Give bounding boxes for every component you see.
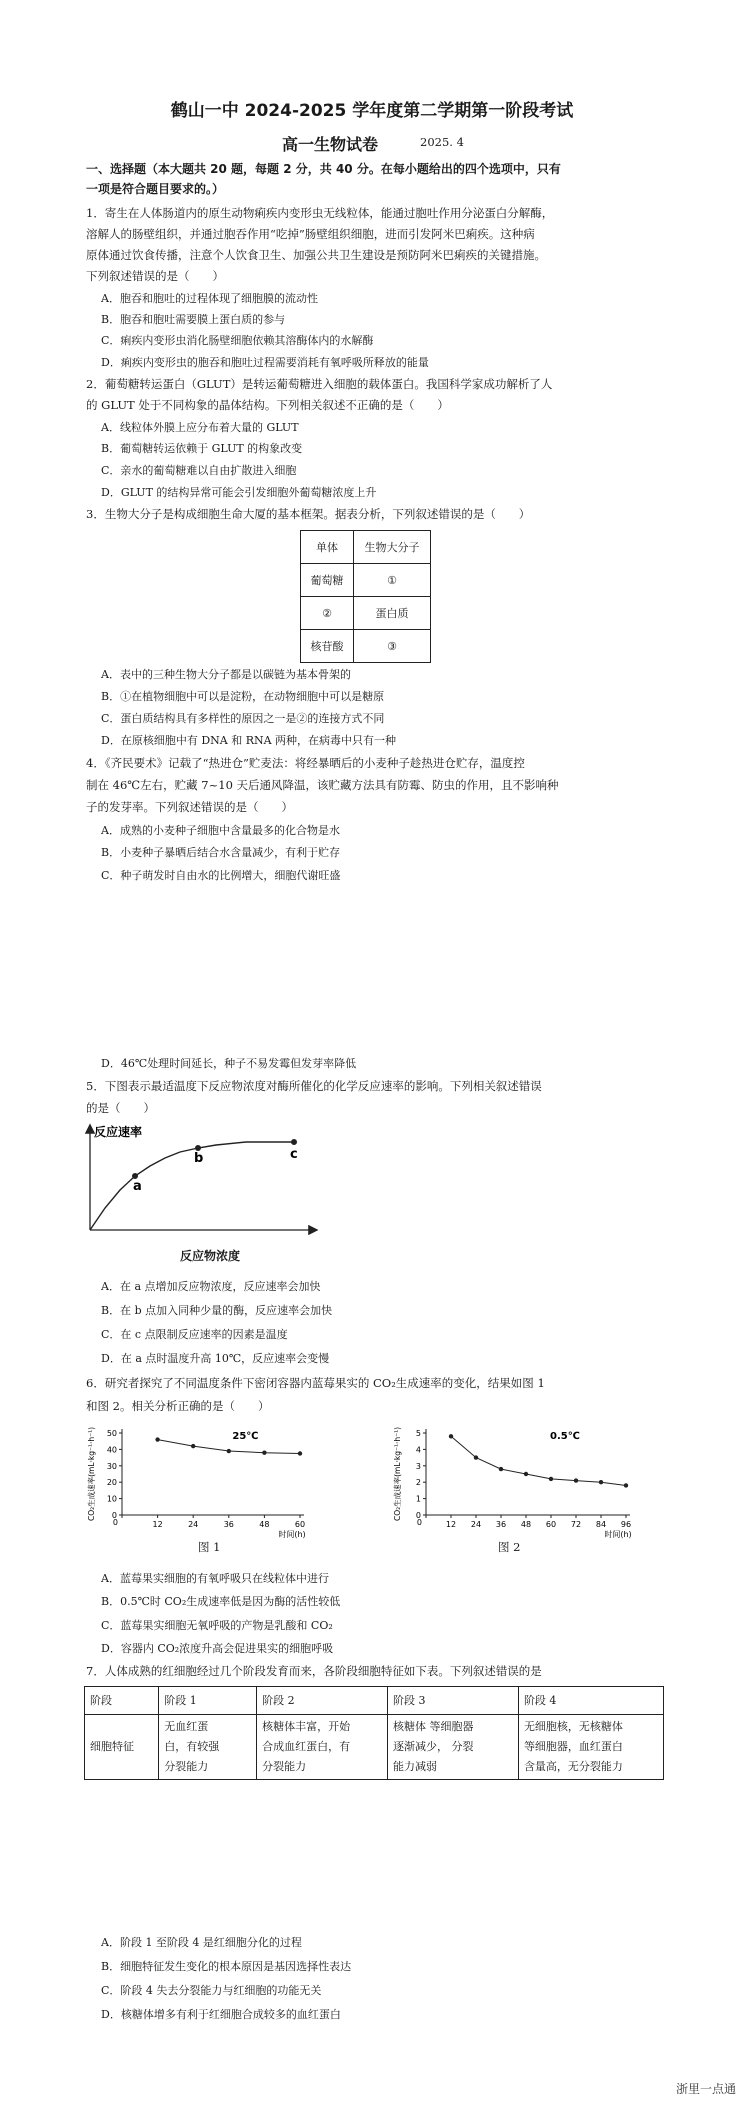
q4-stem-line2: 制在 46℃左右，贮藏 7~10 天后通风降温，该贮藏方法具有防霉、防虫的作用，且不影响种 [86, 778, 559, 792]
x-tick-label: 24 [188, 1520, 199, 1529]
q2-option-c: C．亲水的葡萄糖难以自由扩散进入细胞 [101, 464, 297, 477]
y-tick-label: 10 [106, 1494, 117, 1504]
q6-option-d: D．容器内 CO₂浓度升高会促进果实的细胞呼吸 [101, 1642, 334, 1655]
y-tick-label: 30 [106, 1461, 117, 1471]
q1-stem-line2: 溶解人的肠壁组织，并通过胞吞作用“吃掉”肠壁组织细胞，进而引发阿米巴痢疾。这种病 [86, 227, 535, 241]
y-tick-label: 0 [111, 1511, 117, 1520]
q1-stem-line4: 下列叙述错误的是（ ） [86, 269, 224, 283]
section-heading-line2: 一项是符合题目要求的。） [86, 182, 225, 196]
q6-fig1-caption: 图 1 [198, 1540, 221, 1554]
x-axis-label: 时间(h) [278, 1530, 306, 1539]
x-tick-label: 96 [620, 1520, 632, 1529]
q3-table-cell: 核苷酸 [301, 630, 354, 663]
q2-option-a: A．线粒体外膜上应分布着大量的 GLUT [101, 421, 299, 434]
q3-option-d: D．在原核细胞中有 DNA 和 RNA 两种，在病毒中只有一种 [101, 734, 397, 747]
q3-stem-line1: 3．生物大分子是构成细胞生命大厦的基本框架。据表分析，下列叙述错误的是（ ） [86, 507, 531, 521]
y-tick-label: 40 [106, 1445, 117, 1455]
q7-option-b: B．细胞特征发生变化的根本原因是基因选择性表达 [101, 1960, 352, 1973]
q5-label-b: b [194, 1151, 204, 1166]
q7-option-d: D．核糖体增多有利于红细胞合成较多的血红蛋白 [101, 2008, 341, 2021]
q7-cell-line: 无细胞核，无核糖体 [523, 1720, 623, 1733]
q7-cell-line: 合成血红蛋白，有 [262, 1740, 351, 1753]
data-point [474, 1455, 478, 1459]
x-tick-label: 72 [570, 1520, 582, 1529]
data-point [499, 1467, 503, 1471]
q6-fig2-caption: 图 2 [498, 1540, 521, 1554]
q7-header-stage: 阶段 [85, 1687, 159, 1715]
q3-option-c: C．蛋白质结构具有多样性的原因之一是②的连接方式不同 [101, 712, 385, 725]
q2-stem-line1: 2．葡萄糖转运蛋白（GLUT）是转运葡萄糖进入细胞的载体蛋白。我国科学家成功解析了人 [86, 377, 553, 391]
q3-table-header-monomer: 单体 [301, 531, 354, 564]
origin-label: 0 [112, 1518, 118, 1527]
x-tick-label: 84 [595, 1520, 607, 1529]
q7-header-stage4: 阶段 4 [518, 1687, 663, 1715]
q7-cell-line: 分裂能力 [262, 1760, 307, 1773]
y-tick-label: 20 [106, 1478, 117, 1488]
q1-option-d: D．痢疾内变形虫的胞吞和胞吐过程需要消耗有氧呼吸所释放的能量 [101, 356, 429, 369]
q6-chart-fig2 [390, 1420, 650, 1540]
y-tick-label: 3 [415, 1461, 421, 1471]
x-axis-label: 时间(h) [604, 1530, 632, 1539]
exam-date: 2025. 4 [420, 135, 464, 149]
q5-chart [84, 1120, 324, 1242]
y-tick-label: 0 [415, 1511, 421, 1520]
y-tick-label: 2 [415, 1478, 421, 1488]
q7-cell-stage4 [518, 1715, 663, 1780]
y-tick-label: 1 [415, 1494, 421, 1504]
q5-stem-line2: 的是（ ） [86, 1101, 155, 1115]
chart-title: 25℃ [232, 1431, 259, 1442]
data-point [191, 1444, 195, 1448]
section-heading-line1: 一、选择题（本大题共 20 题，每题 2 分，共 40 分。在每小题给出的四个选项中，只有 [86, 162, 561, 176]
q1-option-c: C．痢疾内变形虫消化肠壁细胞依赖其溶酶体内的水解酶 [101, 334, 374, 347]
q3-table-cell: 葡萄糖 [301, 564, 354, 597]
watermark-text: 浙里一点通 [675, 2082, 736, 2096]
q6-option-a: A．蓝莓果实细胞的有氧呼吸只在线粒体中进行 [101, 1572, 329, 1585]
q1-option-a: A．胞吞和胞吐的过程体现了细胞膜的流动性 [101, 292, 318, 305]
data-point [227, 1449, 231, 1453]
data-point [574, 1478, 578, 1482]
q7-cell-line: 分裂能力 [164, 1760, 209, 1773]
data-point [524, 1472, 528, 1476]
q3-table-cell: 蛋白质 [354, 597, 431, 630]
data-point [155, 1437, 159, 1441]
y-tick-label: 50 [106, 1429, 117, 1438]
q5-curve [90, 1142, 294, 1230]
q5-label-a: a [133, 1179, 142, 1194]
x-tick-label: 60 [545, 1520, 557, 1529]
q7-cell-line: 含量高，无分裂能力 [523, 1760, 623, 1773]
q4-option-a: A．成熟的小麦种子细胞中含量最多的化合物是水 [101, 824, 340, 837]
chart-title: 0.5℃ [550, 1431, 580, 1442]
q4-option-c: C．种子萌发时自由水的比例增大，细胞代谢旺盛 [101, 869, 341, 882]
q7-cell-line: 核糖体 等细胞器 [393, 1720, 474, 1733]
q6-stem-line2: 和图 2。相关分析正确的是（ ） [86, 1399, 270, 1413]
q3-table-cell: ③ [354, 630, 431, 663]
q3-table [300, 530, 431, 663]
q4-stem-line1: 4．《齐民要术》记载了“热进仓”贮麦法：将经暴晒后的小麦种子趁热进仓贮存，温度控 [86, 756, 525, 770]
q6-chart-fig1 [84, 1420, 334, 1540]
q1-stem-line1: 1．寄生在人体肠道内的原生动物痢疾内变形虫无线粒体，能通过胞吐作用分泌蛋白分解酶， [86, 206, 554, 220]
data-point [549, 1477, 553, 1481]
data-point [298, 1451, 302, 1455]
q5-option-d: D．在 a 点时温度升高 10℃，反应速率会变慢 [101, 1352, 330, 1365]
q5-xlabel: 反应物浓度 [180, 1249, 241, 1263]
q7-cell-line: 无血红蛋 [164, 1720, 209, 1733]
y-axis-label: CO₂生成速率(mL·kg⁻¹·h⁻¹) [393, 1426, 402, 1522]
q3-option-b: B．①在植物细胞中可以是淀粉，在动物细胞中可以是糖原 [101, 690, 385, 703]
origin-label: 0 [416, 1518, 422, 1527]
q3-table-cell: ② [301, 597, 354, 630]
q7-header-stage2: 阶段 2 [257, 1687, 388, 1715]
q7-cell-stage2 [257, 1715, 388, 1780]
q4-option-b: B．小麦种子暴晒后结合水含量减少，有利于贮存 [101, 846, 341, 859]
q7-cell-line: 能力减弱 [393, 1760, 438, 1773]
q7-header-stage1: 阶段 1 [159, 1687, 257, 1715]
q4-option-d: D．46℃处理时间延长，种子不易发霉但发芽率降低 [101, 1057, 357, 1070]
q5-label-c: c [290, 1147, 298, 1162]
q7-cell-line: 白，有较强 [164, 1740, 220, 1753]
data-point [262, 1450, 266, 1454]
q7-cell-stage3 [388, 1715, 519, 1780]
q3-table-header-macromolecule: 生物大分子 [354, 531, 431, 564]
q2-option-d: D．GLUT 的结构异常可能会引发细胞外葡萄糖浓度上升 [101, 486, 377, 499]
x-tick-label: 60 [294, 1520, 306, 1529]
q5-stem-line1: 5．下图表示最适温度下反应物浓度对酶所催化的化学反应速率的影响。下列相关叙述错误 [86, 1079, 542, 1093]
data-point [624, 1483, 628, 1487]
q6-option-b: B．0.5℃时 CO₂生成速率低是因为酶的活性较低 [101, 1595, 341, 1608]
x-tick-label: 12 [445, 1520, 457, 1529]
q5-option-c: C．在 c 点限制反应速率的因素是温度 [101, 1328, 288, 1341]
q5-point-c [291, 1139, 297, 1145]
q7-cell-line: 核糖体丰富，开始 [262, 1720, 351, 1733]
x-tick-label: 24 [470, 1520, 482, 1529]
q7-stem-line1: 7．人体成熟的红细胞经过几个阶段发育而来，各阶段细胞特征如下表。下列叙述错误的是 [86, 1664, 542, 1678]
q5-option-a: A．在 a 点增加反应物浓度，反应速率会加快 [101, 1280, 321, 1293]
exam-title: 鹤山一中 2024-2025 学年度第二学期第一阶段考试 [170, 101, 574, 121]
q7-option-c: C．阶段 4 失去分裂能力与红细胞的功能无关 [101, 1984, 322, 1997]
q3-table-cell: ① [354, 564, 431, 597]
y-tick-label: 4 [415, 1445, 421, 1455]
x-tick-label: 36 [495, 1520, 507, 1529]
q5-ylabel: 反应速率 [94, 1125, 143, 1139]
y-tick-label: 5 [415, 1429, 421, 1438]
q1-option-b: B．胞吞和胞吐需要膜上蛋白质的参与 [101, 313, 286, 326]
data-point [449, 1434, 453, 1438]
q7-cell-stage1 [159, 1715, 257, 1780]
x-tick-label: 12 [152, 1520, 163, 1529]
q2-option-b: B．葡萄糖转运依赖于 GLUT 的构象改变 [101, 442, 303, 455]
y-axis-label: CO₂生成速率(mL·kg⁻¹·h⁻¹) [87, 1426, 96, 1522]
q6-stem-line1: 6．研究者探究了不同温度条件下密闭容器内蓝莓果实的 CO₂生成速率的变化，结果如图 1 [86, 1376, 545, 1390]
exam-subtitle: 高一生物试卷 [282, 135, 379, 154]
q6-option-c: C．蓝莓果实细胞无氧呼吸的产物是乳酸和 CO₂ [101, 1619, 333, 1632]
series-line [451, 1436, 626, 1485]
q7-header-stage3: 阶段 3 [388, 1687, 519, 1715]
q4-stem-line3: 子的发芽率。下列叙述错误的是（ ） [86, 800, 293, 814]
q3-option-a: A．表中的三种生物大分子都是以碳链为基本骨架的 [101, 668, 351, 681]
q7-cell-line: 等细胞器，血红蛋白 [523, 1740, 623, 1753]
q7-option-a: A．阶段 1 至阶段 4 是红细胞分化的过程 [101, 1936, 302, 1949]
q1-stem-line3: 原体通过饮食传播，注意个人饮食卫生、加强公共卫生建设是预防阿米巴痢疾的关键措施。 [86, 248, 546, 262]
data-point [599, 1480, 603, 1484]
q7-row-label: 细胞特征 [85, 1715, 159, 1780]
x-tick-label: 36 [223, 1520, 234, 1529]
x-tick-label: 48 [259, 1520, 270, 1529]
q5-option-b: B．在 b 点加入同种少量的酶，反应速率会加快 [101, 1304, 333, 1317]
q7-table [84, 1686, 664, 1780]
q2-stem-line2: 的 GLUT 处于不同构象的晶体结构。下列相关叙述不正确的是（ ） [86, 398, 449, 412]
x-tick-label: 48 [520, 1520, 532, 1529]
q7-cell-line: 逐渐减少， 分裂 [393, 1740, 474, 1753]
